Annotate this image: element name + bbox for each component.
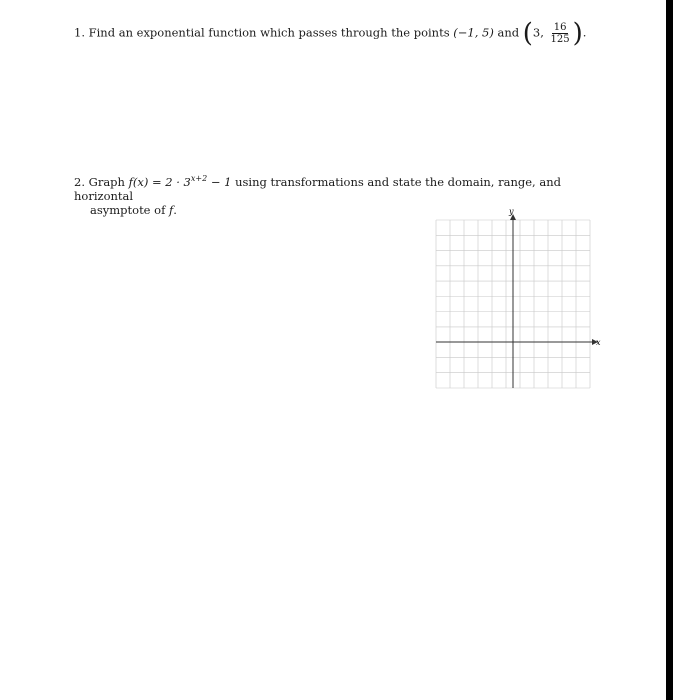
- line2-f: f: [169, 203, 174, 217]
- page-edge-bar: [666, 0, 673, 700]
- question-1-end: .: [582, 25, 587, 40]
- coordinate-grid[interactable]: [420, 200, 610, 400]
- function-rhs: − 1: [210, 175, 232, 189]
- question-1-point1: (−1, 5): [453, 25, 494, 40]
- question-1-point2-x: 3,: [532, 25, 544, 40]
- function-exponent: x+2: [190, 174, 208, 183]
- question-1-text: Find an exponential function which passes through the points: [88, 25, 450, 40]
- question-2-number: 2.: [74, 175, 85, 189]
- y-axis-label: y: [509, 207, 514, 216]
- question-2-text-rest: using transformations and state the domain, range, and horizontal: [74, 175, 561, 203]
- question-2-text-graph: Graph: [88, 175, 125, 189]
- question-1-number: 1.: [74, 25, 85, 40]
- x-axis-label: x: [596, 338, 601, 347]
- fraction-denominator: 125: [550, 34, 570, 45]
- line2-end: .: [173, 203, 177, 217]
- right-paren: ): [572, 18, 583, 49]
- question-1: [74, 18, 594, 49]
- line2-text: asymptote of: [90, 203, 166, 217]
- question-1-fraction: [549, 22, 572, 45]
- question-1-and: and: [497, 25, 520, 40]
- left-paren: (: [522, 18, 533, 49]
- question-2-function: [129, 175, 232, 189]
- fraction-numerator: 16: [553, 22, 567, 33]
- function-lhs: f(x) = 2 · 3: [128, 175, 191, 189]
